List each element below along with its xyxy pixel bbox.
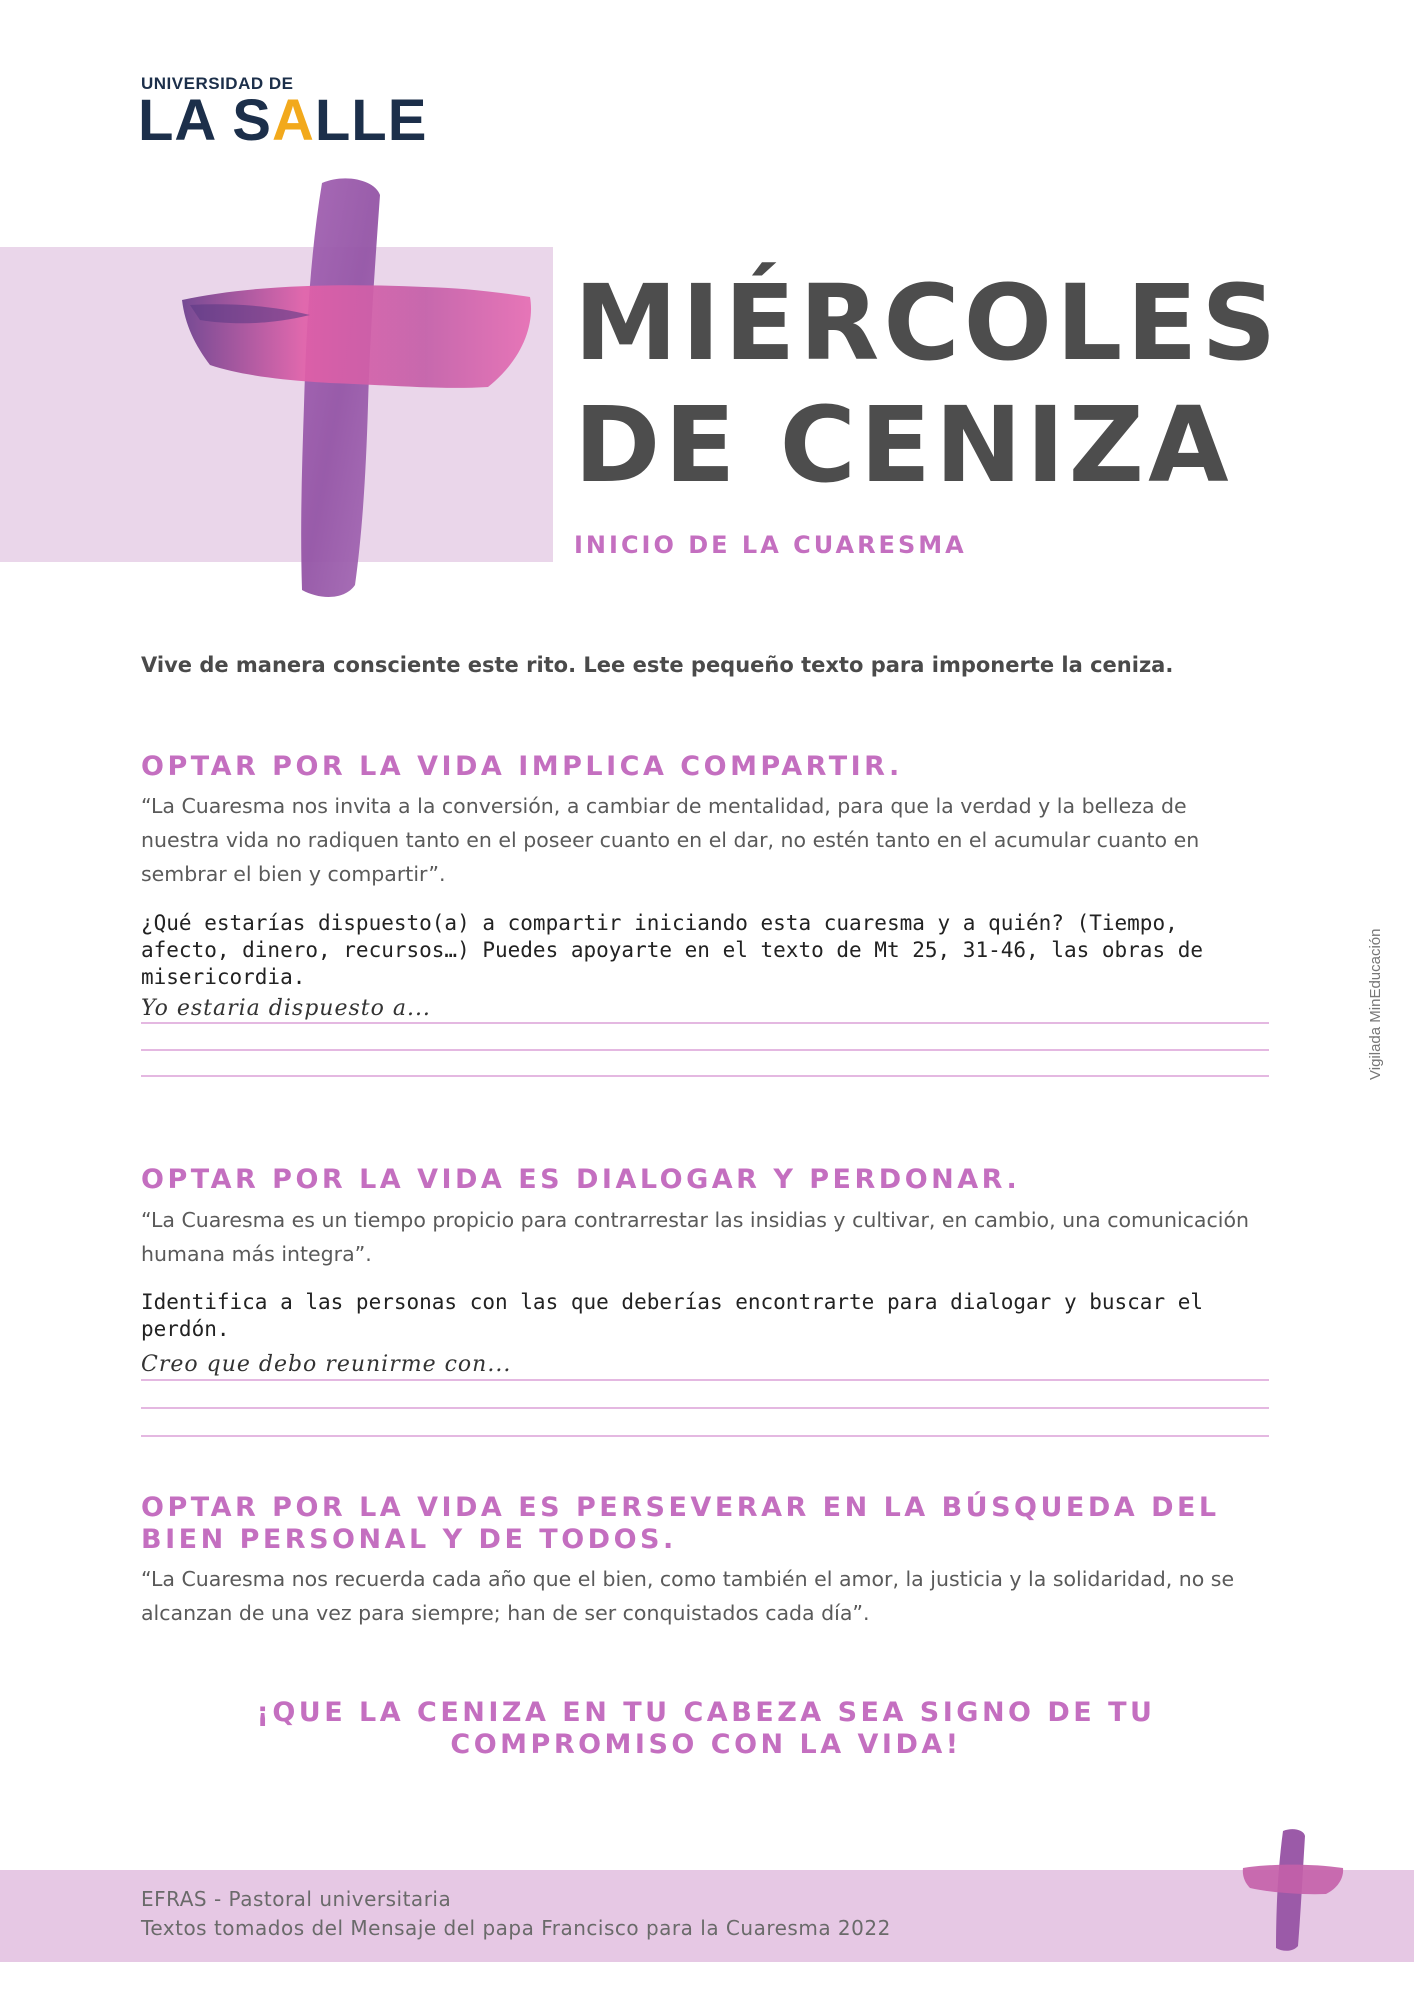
logo bbox=[138, 88, 428, 153]
writing-line[interactable] bbox=[141, 1435, 1269, 1437]
footer-text bbox=[141, 1885, 891, 1943]
cross-icon bbox=[170, 175, 540, 605]
section-2-quote: “La Cuaresma es un tiempo propicio para contrarrestar las insidias y cultivar, en cambio, una comunicación humana más integra”. bbox=[141, 1208, 1249, 1266]
title-line-2: DE CENIZA bbox=[574, 384, 1233, 506]
section-2-handwriting: Creo que debo reunirme con... bbox=[141, 1352, 512, 1377]
page-title bbox=[574, 262, 1280, 506]
section-2-question: Identifica a las personas con las que deberías encontrarte para dialogar y buscar el perdón. bbox=[141, 1290, 1204, 1341]
section-1-heading: OPTAR POR LA VIDA IMPLICA COMPARTIR. bbox=[141, 751, 903, 782]
logo-main-right: LLE bbox=[314, 88, 428, 153]
closing-message: ¡QUE LA CENIZA EN TU CABEZA SEA SIGNO DE TU COMPROMISO CON LA VIDA! bbox=[256, 1697, 1156, 1760]
logo-top-text: UNIVERSIDAD DE bbox=[141, 74, 294, 93]
section-1-question: ¿Qué estarías dispuesto(a) a compartir iniciando esta cuaresma y a quién? (Tiempo, afecto, dinero, recursos…) Puedes apoyarte en el texto de Mt 25, 31-46, las obras de misericordia. bbox=[141, 911, 1204, 989]
writing-line[interactable] bbox=[141, 1379, 1269, 1381]
side-note: Vigilada MinEducación bbox=[1367, 928, 1384, 1080]
writing-line[interactable] bbox=[141, 1075, 1269, 1077]
intro-text: Vive de manera consciente este rito. Lee este pequeño texto para imponerte la ceniza. bbox=[141, 653, 1174, 677]
logo-main-accent: A bbox=[271, 88, 315, 153]
footer-line-2: Textos tomados del Mensaje del papa Francisco para la Cuaresma 2022 bbox=[141, 1916, 891, 1940]
footer-line-1: EFRAS - Pastoral universitaria bbox=[141, 1887, 452, 1911]
section-3-quote: “La Cuaresma nos recuerda cada año que el bien, como también el amor, la justicia y la solidaridad, no se alcanzan de una vez para siempre; han de ser conquistados cada día”. bbox=[141, 1567, 1235, 1625]
writing-line[interactable] bbox=[141, 1407, 1269, 1409]
writing-line[interactable] bbox=[141, 1049, 1269, 1051]
page-subtitle: INICIO DE LA CUARESMA bbox=[574, 531, 967, 559]
title-line-1: MIÉRCOLES bbox=[574, 262, 1281, 384]
section-2-heading: OPTAR POR LA VIDA ES DIALOGAR Y PERDONAR. bbox=[141, 1164, 1021, 1195]
logo-main-left: LA S bbox=[138, 88, 272, 153]
small-cross-icon bbox=[1238, 1828, 1348, 1953]
section-1-quote: “La Cuaresma nos invita a la conversión, a cambiar de mentalidad, para que la verdad y la belleza de nuestra vida no radiquen tanto en el poseer cuanto en el dar, no estén tanto en el acumular cuanto en sembrar el bien y compartir”. bbox=[141, 794, 1200, 886]
section-3-heading: OPTAR POR LA VIDA ES PERSEVERAR EN LA BÚSQUEDA DEL BIEN PERSONAL Y DE TODOS. bbox=[141, 1492, 1220, 1555]
writing-line[interactable] bbox=[141, 1022, 1269, 1024]
section-1-handwriting: Yo estaria dispuesto a... bbox=[141, 996, 431, 1021]
